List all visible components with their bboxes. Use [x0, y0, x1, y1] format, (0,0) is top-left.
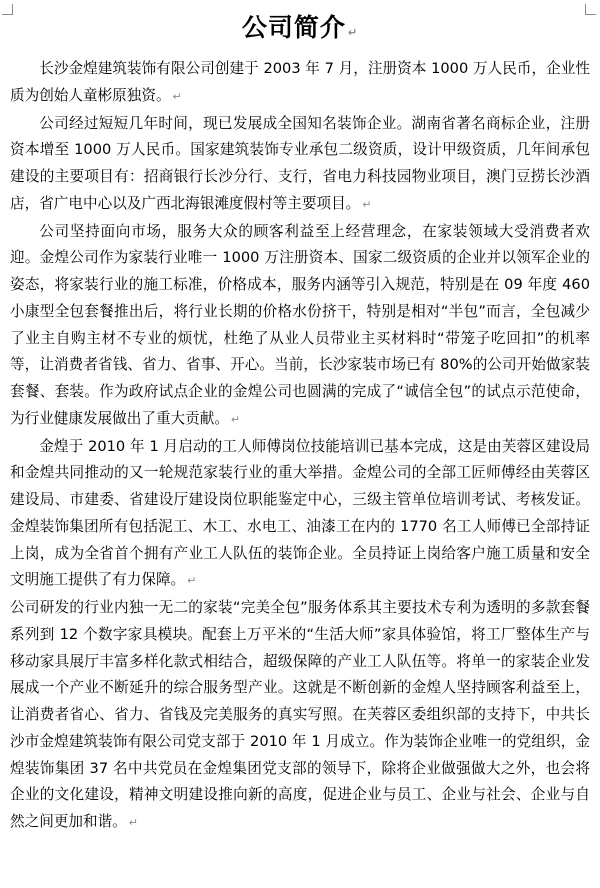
paragraph-mark-icon: ↵: [187, 574, 197, 588]
paragraph-5: [10, 595, 590, 837]
paragraph-3: [10, 219, 590, 434]
paragraph-mark-icon: ↵: [172, 89, 182, 103]
paragraph-1-text: 长沙金煌建筑装饰有限公司创建于 2003 年 7 月，注册资本 1000 万人民币，企业性质为创始人童彬原独资。: [10, 60, 590, 104]
paragraph-mark-icon: ↵: [230, 412, 241, 426]
body-text: [10, 56, 590, 837]
title-text: 公司简介: [241, 13, 346, 42]
paragraph-mark-icon: ↵: [362, 197, 372, 211]
page-title: [0, 10, 600, 51]
paragraph-2: [10, 111, 590, 219]
paragraph-1: [10, 56, 590, 111]
paragraph-5-text: 公司研发的行业内独一无二的家装“完美全包”服务体系其主要技术专利为透明的多款套餐系列到 12 个数字家具模块。配套上万平米的“生活大师”家具体验馆，将工厂整体生产与移动家具展厅丰富多样化款式相结合，超级保障的产业工人队伍等。将单一的家装企业发展成一个产业不断延升的综合服务型产业。这就是不断创新的金煌人坚持顾客利益至上，让消费者省心、省力、省钱及完美服务的真实写照。在芙蓉区委组织部的支持下，中共长沙市金煌建筑装饰有限公司党支部于 2010 年 1 月成立。作为装饰企业唯一的党组织，金煌装饰集团 37 名中共党员在金煌集团党支部的领导下，除将企业做强做大之外，也会将企业的文化建设，精神文明建设推向新的高度，促进企业与员工、企业与社会、企业与自然之间更加和谐。: [10, 599, 590, 830]
paragraph-2-text: 公司经过短短几年时间，现已发展成全国知名装饰企业。湖南省著名商标企业，注册资本增至 1000 万人民币。国家建筑装饰专业承包二级资质，设计甲级资质，几年间承包建设的主要项目有：招商银行长沙分行、支行，省电力科技园物业项目，澳门豆捞长沙酒店，省广电中心以及广西北海银滩度假村等主要项目。: [10, 114, 590, 212]
paragraph-mark-icon: ↵: [128, 816, 138, 829]
paragraph-3-text: 公司坚持面向市场，服务大众的顾客利益至上经营理念，在家装领域大受消费者欢迎。金煌公司作为家装行业唯一 1000 万注册资本、国家二级资质的企业并以领军企业的姿态，将家装行业的施工标准，价格成本，服务内涵等引入规范，特别是在 09 年度 460 小康型全包套餐推出后，将行业长期的价格水份挤干，特别是相对“半包”而言，全包减少了业主自购主材不专业的烦忧，杜绝了从业人员带业主买材料时“带笼子吃回扣”的机率等，让消费者省钱、省力、省事、开心。当前，长沙家装市场已有 80%的公司开始做家装套餐、套装。作为政府试点企业的金煌公司也圆满的完成了“诚信全包”的试点示范使命，为行业健康发展做出了重大贡献。: [10, 222, 590, 427]
paragraph-4: [10, 434, 590, 596]
paragraph-4-text: 金煌于 2010 年 1 月启动的工人师傅岗位技能培训已基本完成，这是由芙蓉区建设局和金煌共同推动的又一轮规范家装行业的重大举措。金煌公司的全部工匠师傅经由芙蓉区建设局、市建委、省建设厅建设岗位职能鉴定中心，三级主管单位培训考试、考核发证。金煌装饰集团所有包括泥工、木工、水电工、油漆工在内的 1770 名工人师傅已全部持证上岗，成为全省首个拥有产业工人队伍的装饰企业。全员持证上岗给客户施工质量和安全文明施工提供了有力保障。: [10, 437, 590, 589]
paragraph-mark-icon: ↵: [347, 26, 359, 39]
